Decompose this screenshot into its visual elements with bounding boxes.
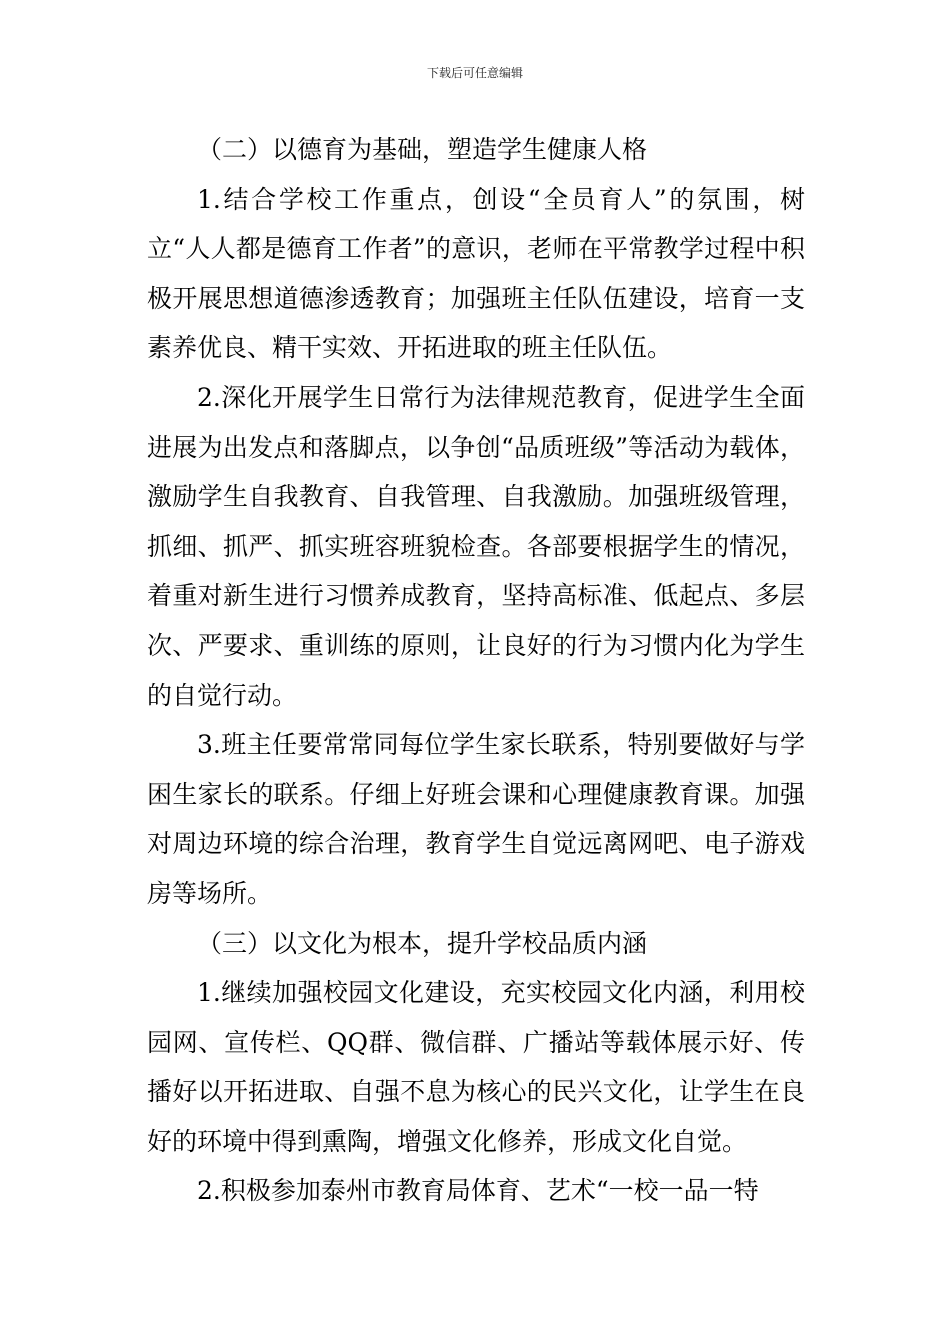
paragraph: 2.深化开展学生日常行为法律规范教育，促进学生全面进展为出发点和落脚点，以争创“品质班级”等活动为载体，激励学生自我教育、自我管理、自我激励。加强班级管理，抓细、抓严、抓实班容班貌检查。各部要根据学生的情况，着重对新生进行习惯养成教育，坚持高标准、低起点、多层次、严要求、重训练的原则，让良好的行为习惯内化为学生的自觉行动。 [147, 382, 805, 710]
document-body [147, 125, 805, 1216]
paragraph: 2.积极参加泰州市教育局体育、艺术“一校一品一特 [197, 1176, 759, 1206]
paragraph: 1.继续加强校园文化建设，充实校园文化内涵，利用校园网、宣传栏、QQ群、微信群、广播站等载体展示好、传播好以开拓进取、自强不息为核心的民兴文化，让学生在良好的环境中得到熏陶，增强文化修养，形成文化自觉。 [147, 978, 805, 1156]
section-heading: （三）以文化为根本，提升学校品质内涵 [197, 928, 648, 958]
paragraph: 3.班主任要常常同每位学生家长联系，特别要做好与学困生家长的联系。仔细上好班会课和心理健康教育课。加强对周边环境的综合治理，教育学生自觉远离网吧、电子游戏房等场所。 [147, 730, 805, 908]
section-culture [147, 919, 805, 1217]
section-moral-education [147, 125, 805, 919]
page-header-note: 下载后可任意编辑 [426, 66, 523, 80]
section-heading: （二）以德育为基础，塑造学生健康人格 [197, 135, 648, 164]
paragraph: 1.结合学校工作重点，创设“全员育人”的氛围，树立“人人都是德育工作者”的意识，老师在平常教学过程中积极开展思想道德渗透教育；加强班主任队伍建设，培育一支素养优良、精干实效、开拓进取的班主任队伍。 [147, 184, 805, 363]
